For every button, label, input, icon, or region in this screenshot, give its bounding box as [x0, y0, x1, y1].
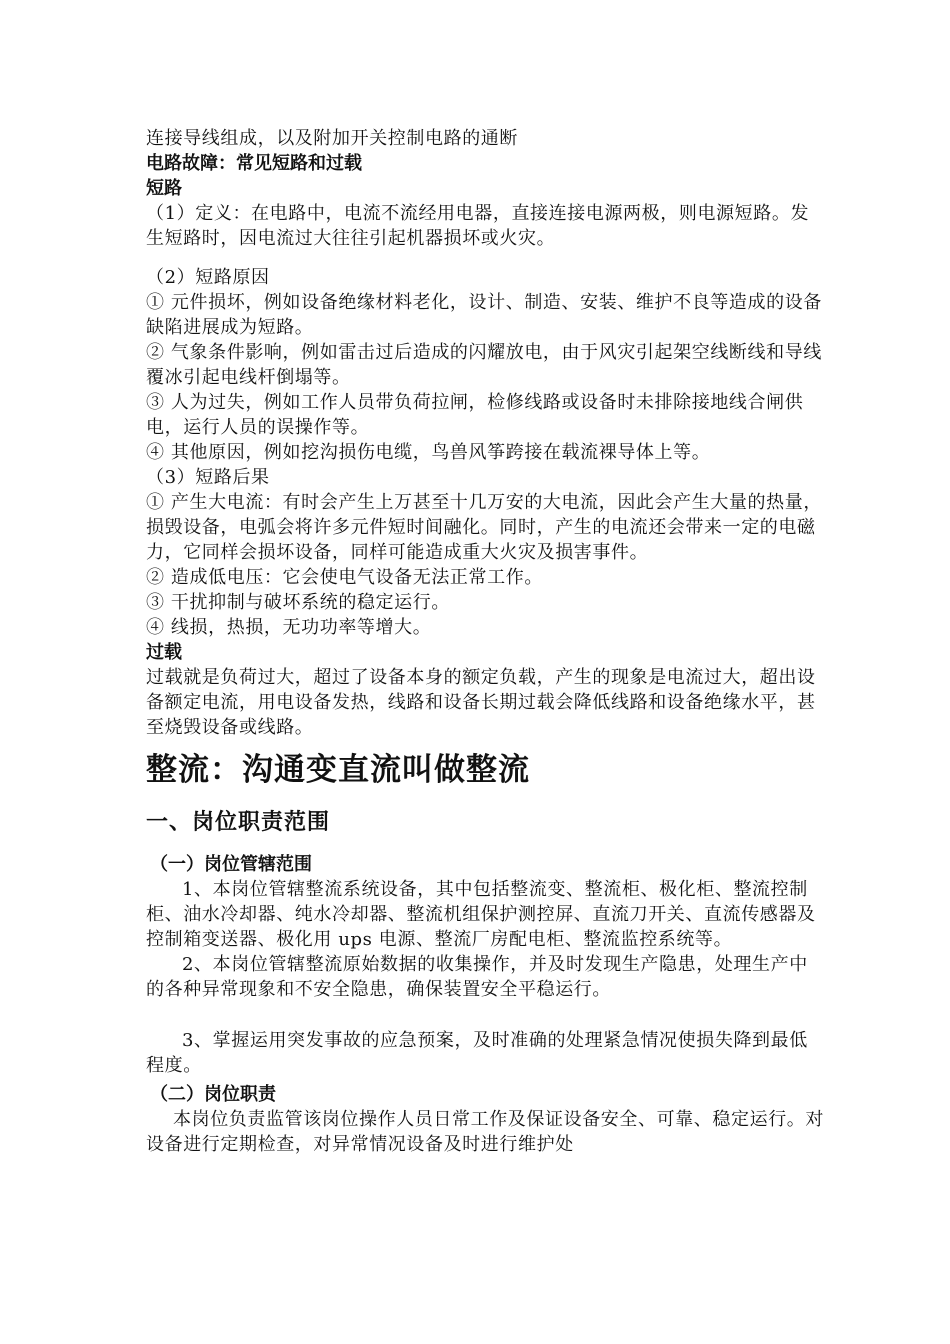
subsection-heading-2: （二）岗位职责 [150, 1084, 276, 1105]
effect-item-2: ② 造成低电压：它会使电气设备无法正常工作。 [146, 567, 543, 588]
overload-paragraph: 过载就是负荷过大，超过了设备本身的额定负载，产生的现象是电流过大，超出设备额定电流，用电设备发热，线路和设备长期过载会降低线路和设备绝缘水平，甚至烧毁设备或线路。 [146, 667, 816, 738]
overload-heading: 过载 [146, 642, 182, 663]
effect-item-3: ③ 干扰抑制与破坏系统的稳定运行。 [146, 592, 450, 613]
cause-heading: （2）短路原因 [146, 267, 270, 288]
scope-item-3: 3、掌握运用突发事故的应急预案，及时准确的处理紧急情况使损失降到最低程度。 [146, 1030, 808, 1076]
scope-item-1: 1、本岗位管辖整流系统设备，其中包括整流变、整流柜、极化柜、整流控制柜、油水冷却器、纯水冷却器、整流机组保护测控屏、直流刀开关、直流传感器及控制箱变送器、极化用 ups 电源、整流厂房配电柜、整流监控系统等。 [146, 879, 816, 950]
subsection-heading-1: （一）岗位管辖范围 [150, 854, 312, 875]
main-title: 整流：沟通变直流叫做整流 [146, 752, 530, 788]
document-page [146, 126, 826, 1157]
intro-paragraph: 连接导线组成，以及附加开关控制电路的通断 [146, 128, 518, 149]
effect-item-1: ① 产生大电流：有时会产生上万甚至十几万安的大电流，因此会产生大量的热量，损毁设备，电弧会将许多元件短时间融化。同时，产生的电流还会带来一定的电磁力，它同样会损坏设备，同样可能造成重大火灾及损害事件。 [146, 492, 822, 563]
cause-item-2: ② 气象条件影响，例如雷击过后造成的闪耀放电，由于风灾引起架空线断线和导线覆冰引起电线杆倒塌等。 [146, 342, 822, 388]
fault-heading: 电路故障：常见短路和过载 [146, 153, 362, 174]
cause-item-3: ③ 人为过失，例如工作人员带负荷拉闸，检修线路或设备时未排除接地线合闸供电，运行人员的误操作等。 [146, 392, 804, 438]
short-circuit-definition: （1）定义：在电路中，电流不流经用电器，直接连接电源两极，则电源短路。发生短路时，因电流过大往往引起机器损坏或火灾。 [146, 203, 810, 249]
section-heading-1: 一、岗位职责范围 [146, 810, 331, 835]
duty-paragraph: 本岗位负责监管该岗位操作人员日常工作及保证设备安全、可靠、稳定运行。对设备进行定期检查，对异常情况设备及时进行维护处 [146, 1109, 824, 1155]
short-circuit-heading: 短路 [146, 178, 182, 199]
effect-heading: （3）短路后果 [146, 467, 270, 488]
cause-item-4: ④ 其他原因，例如挖沟损伤电缆，鸟兽风筝跨接在载流裸导体上等。 [146, 442, 711, 463]
cause-item-1: ① 元件损坏，例如设备绝缘材料老化，设计、制造、安装、维护不良等造成的设备缺陷进展成为短路。 [146, 292, 822, 338]
effect-item-4: ④ 线损，热损，无功功率等增大。 [146, 617, 432, 638]
scope-item-2: 2、本岗位管辖整流原始数据的收集操作，并及时发现生产隐患，处理生产中的各种异常现象和不安全隐患，确保装置安全平稳运行。 [146, 954, 808, 1000]
